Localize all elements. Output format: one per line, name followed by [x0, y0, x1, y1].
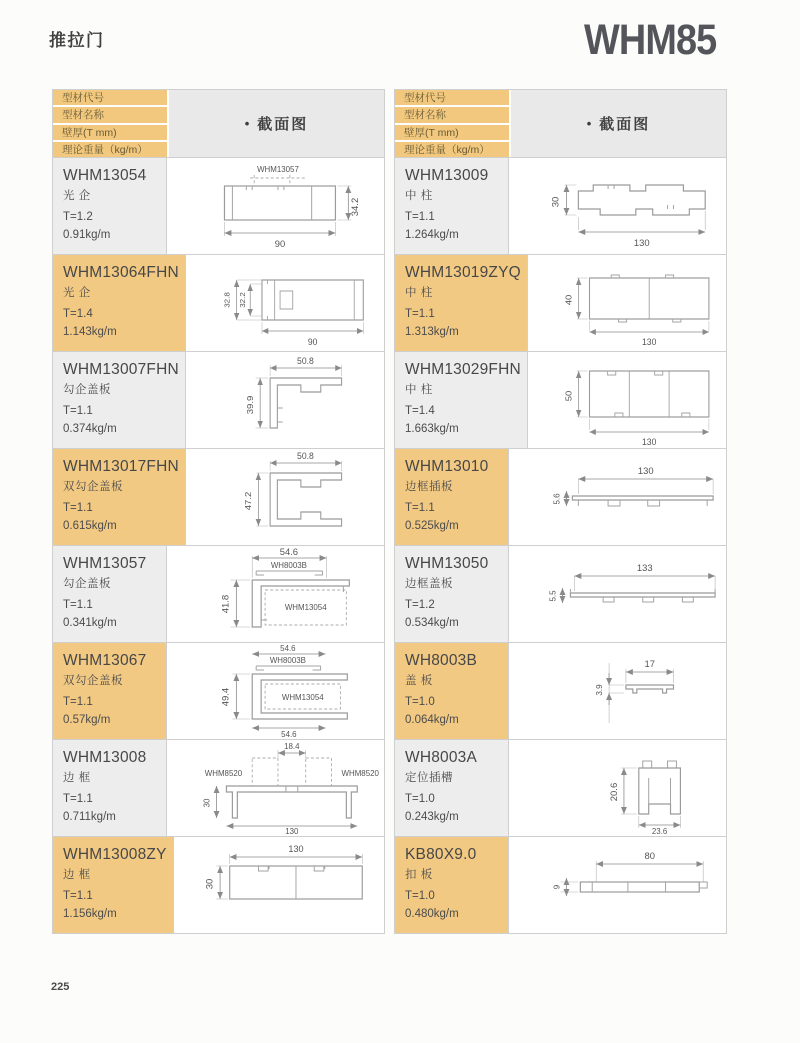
table-row: [53, 545, 384, 642]
profile-thickness: T=1.1: [405, 211, 435, 224]
profile-name: 光 企: [63, 287, 91, 299]
table-header: [53, 90, 384, 157]
table-row: [53, 836, 384, 933]
profile-code: WHM13067: [63, 652, 147, 669]
profile-thickness: T=1.1: [63, 599, 93, 612]
profile-diagram-cell: [186, 449, 384, 545]
profile-info-cell: [395, 643, 509, 739]
table-row: [53, 157, 384, 254]
profile-diagram-cell: [509, 158, 726, 254]
profile-diagram-cell: [167, 546, 384, 642]
table-row: [395, 254, 726, 351]
profile-spec: [63, 597, 117, 633]
dimension-label: 23.6: [651, 826, 668, 836]
dimension-label: 54.6: [281, 729, 297, 739]
cross-section-diagram: [186, 352, 384, 448]
table-row: [53, 642, 384, 739]
profile-thickness: T=1.1: [63, 405, 93, 418]
profile-name: 盖 板: [405, 675, 433, 687]
header-label-thickness: 壁厚(T mm): [395, 125, 509, 140]
table-row: [395, 157, 726, 254]
dimension-label: 17: [644, 658, 655, 671]
profile-thickness: T=1.0: [405, 696, 435, 709]
profile-thickness: T=1.1: [63, 696, 93, 709]
profile-weight: 1.264kg/m: [405, 229, 459, 242]
cross-section-diagram: [167, 643, 384, 739]
profile-thickness: T=1.1: [405, 308, 435, 321]
table-row: [395, 351, 726, 448]
cross-section-diagram: [186, 255, 384, 351]
profile-code: WH8003A: [405, 749, 478, 766]
page-title: 推拉门: [49, 31, 105, 50]
profile-info-cell: [53, 740, 167, 836]
table-row: [395, 739, 726, 836]
profile-weight: 0.525kg/m: [405, 520, 459, 533]
header-section-label: 截面图: [599, 116, 651, 133]
profile-spec: [405, 306, 459, 342]
profile-info-cell: [53, 449, 186, 545]
profile-name: 边 框: [63, 869, 91, 881]
cross-section-diagram: [174, 837, 384, 933]
profile-weight: 0.91kg/m: [63, 229, 111, 242]
dimension-label: 5.6: [552, 493, 562, 505]
profile-name: 中 柱: [405, 384, 433, 396]
profile-table-right: [394, 89, 727, 934]
cross-section-diagram: [509, 449, 726, 545]
dimension-label: 5.5: [548, 590, 558, 602]
dimension-label: 47.2: [243, 491, 253, 511]
profile-weight: 1.143kg/m: [63, 326, 117, 339]
profile-name: 中 柱: [405, 287, 433, 299]
profile-code: WHM13008ZY: [63, 846, 167, 863]
profile-weight: 0.243kg/m: [405, 811, 459, 824]
cross-section-diagram: [167, 740, 384, 836]
reference-label: WH8003B: [269, 655, 306, 666]
profile-weight: 0.57kg/m: [63, 714, 111, 727]
profile-code: WHM13009: [405, 167, 489, 184]
reference-label: WHM8520: [204, 768, 243, 779]
profile-thickness: T=1.1: [63, 502, 93, 515]
header-label-thickness: 壁厚(T mm): [53, 125, 167, 140]
header-label-weight: 理论重量（kg/m）: [53, 142, 167, 157]
profile-spec: [63, 888, 117, 924]
dimension-label: 130: [288, 843, 304, 855]
profile-name: 边框盖板: [405, 578, 453, 590]
header-label-name: 型材名称: [53, 107, 167, 122]
profile-spec: [63, 500, 117, 536]
profile-spec: [405, 597, 459, 633]
dimension-label: 41.8: [220, 594, 232, 614]
reference-label: WHM13054: [284, 602, 327, 613]
profile-diagram-cell: [509, 643, 726, 739]
series-title: WHM85: [583, 16, 716, 64]
profile-weight: 1.313kg/m: [405, 326, 459, 339]
cross-section-diagram: [528, 352, 726, 448]
profile-thickness: T=1.0: [405, 890, 435, 903]
dimension-label: 32.8: [222, 292, 232, 308]
table-row: [53, 448, 384, 545]
profile-diagram-cell: [167, 643, 384, 739]
profile-spec: [63, 694, 110, 730]
profile-diagram-cell: [509, 449, 726, 545]
profile-table-left: [52, 89, 385, 934]
profile-info-cell: [395, 837, 509, 933]
profile-spec: [63, 403, 117, 439]
dimension-label: 90: [307, 336, 318, 348]
profile-diagram-cell: [509, 546, 726, 642]
profile-diagram-cell: [528, 352, 726, 448]
profile-code: WHM13050: [405, 555, 489, 572]
profile-spec: [63, 306, 117, 342]
profile-name: 双勾企盖板: [63, 481, 123, 493]
profile-spec: [405, 694, 459, 730]
profile-code: WHM13010: [405, 458, 489, 475]
profile-weight: 1.663kg/m: [405, 423, 459, 436]
profile-name: 双勾企盖板: [63, 675, 123, 687]
profile-info-cell: [395, 449, 509, 545]
header-labels: [53, 90, 167, 157]
profile-name: 光 企: [63, 190, 91, 202]
profile-info-cell: [395, 352, 528, 448]
profile-spec: [405, 403, 459, 439]
table-row: [395, 448, 726, 545]
profile-weight: 0.064kg/m: [405, 714, 459, 727]
profile-diagram-cell: [509, 740, 726, 836]
dimension-label: 50.8: [296, 355, 314, 367]
profile-name: 中 柱: [405, 190, 433, 202]
profile-name: 扣 板: [405, 869, 433, 881]
profile-info-cell: [395, 255, 528, 351]
dimension-label: 54.6: [279, 546, 299, 559]
profile-diagram-cell: [186, 352, 384, 448]
profile-name: 边 框: [63, 772, 91, 784]
dimension-label: 130: [641, 436, 657, 448]
dimension-label: 20.6: [609, 782, 620, 802]
profile-spec: [405, 500, 459, 536]
table-row: [395, 836, 726, 933]
dimension-label: 3.9: [595, 684, 605, 696]
cross-section-diagram: [167, 546, 384, 642]
dimension-label: 18.4: [284, 741, 300, 752]
header-label-code: 型材代号: [53, 90, 167, 105]
profile-code: WHM13007FHN: [63, 361, 179, 378]
profile-diagram-cell: [167, 740, 384, 836]
header-label-weight: 理论重量（kg/m）: [395, 142, 509, 157]
profile-info-cell: [395, 740, 509, 836]
profile-info-cell: [395, 546, 509, 642]
profile-diagram-cell: [174, 837, 384, 933]
cross-section-diagram: [167, 158, 384, 254]
table-body: [53, 157, 384, 933]
profile-info-cell: [53, 546, 167, 642]
profile-weight: 0.374kg/m: [63, 423, 117, 436]
cross-section-diagram: [186, 449, 384, 545]
profile-thickness: T=1.4: [405, 405, 435, 418]
profile-weight: 0.615kg/m: [63, 520, 117, 533]
profile-name: 勾企盖板: [63, 384, 111, 396]
table-row: [395, 642, 726, 739]
dimension-label: 39.9: [245, 395, 255, 415]
table-row: [53, 351, 384, 448]
profile-spec: [405, 209, 459, 245]
header-label-code: 型材代号: [395, 90, 509, 105]
cross-section-diagram: [509, 158, 726, 254]
cross-section-diagram: [509, 546, 726, 642]
dimension-label: WHM13057: [257, 164, 299, 175]
bullet-icon: •: [586, 116, 592, 131]
bullet-icon: •: [244, 116, 250, 131]
reference-label: WHM8520: [341, 768, 379, 779]
dimension-label: 32.2: [238, 292, 247, 308]
profile-info-cell: [53, 158, 167, 254]
profile-info-cell: [53, 837, 174, 933]
header-labels: [395, 90, 509, 157]
profile-info-cell: [53, 352, 186, 448]
dimension-label: 30: [550, 196, 562, 208]
profile-spec: [63, 791, 116, 827]
profile-spec: [63, 209, 110, 245]
cross-section-diagram: [509, 643, 726, 739]
profile-diagram-cell: [528, 255, 726, 351]
dimension-label: 80: [644, 850, 655, 863]
profile-weight: 0.341kg/m: [63, 617, 117, 630]
page-number: 225: [51, 981, 70, 993]
profile-name: 边框插板: [405, 481, 453, 493]
profile-info-cell: [53, 643, 167, 739]
reference-label: WH8003B: [270, 560, 307, 571]
dimension-label: 50: [563, 390, 574, 402]
dimension-label: 54.6: [280, 643, 296, 654]
dimension-label: 130: [285, 826, 299, 836]
profile-name: 勾企盖板: [63, 578, 111, 590]
dimension-label: 34.2: [350, 197, 362, 217]
profile-code: WHM13064FHN: [63, 264, 179, 281]
profile-weight: 0.534kg/m: [405, 617, 459, 630]
profile-thickness: T=1.1: [405, 502, 435, 515]
dimension-label: 130: [641, 336, 657, 348]
header-section-label: 截面图: [257, 116, 309, 133]
profile-thickness: T=1.1: [63, 793, 93, 806]
header-label-name: 型材名称: [395, 107, 509, 122]
profile-diagram-cell: [167, 158, 384, 254]
cross-section-diagram: [509, 740, 726, 836]
profile-code: WHM13054: [63, 167, 147, 184]
dimension-label: 133: [636, 562, 653, 575]
profile-weight: 1.156kg/m: [63, 908, 117, 921]
profile-code: WHM13019ZYQ: [405, 264, 521, 281]
dimension-label: 49.4: [220, 687, 232, 707]
profile-diagram-cell: [186, 255, 384, 351]
profile-spec: [405, 791, 459, 827]
dimension-label: 30: [202, 798, 212, 808]
dimension-label: 90: [274, 238, 286, 251]
profile-spec: [405, 888, 459, 924]
profile-thickness: T=1.2: [405, 599, 435, 612]
dimension-label: 9: [552, 884, 562, 890]
table-body: [395, 157, 726, 933]
header-section-cell: [167, 90, 384, 157]
profile-info-cell: [395, 158, 509, 254]
profile-thickness: T=1.2: [63, 211, 93, 224]
dimension-label: 30: [204, 878, 215, 890]
profile-code: WHM13057: [63, 555, 147, 572]
profile-name: 定位插槽: [405, 772, 453, 784]
header-section-cell: [509, 90, 726, 157]
profile-code: WHM13008: [63, 749, 147, 766]
table-row: [53, 739, 384, 836]
profile-code: WHM13017FHN: [63, 458, 179, 475]
table-row: [395, 545, 726, 642]
profile-info-cell: [53, 255, 186, 351]
dimension-label: 50.8: [296, 450, 314, 462]
dimension-label: 130: [633, 237, 650, 250]
profile-weight: 0.711kg/m: [63, 811, 116, 824]
table-row: [53, 254, 384, 351]
reference-label: WHM13054: [281, 692, 324, 703]
profile-diagram-cell: [509, 837, 726, 933]
profile-code: WHM13029FHN: [405, 361, 521, 378]
cross-section-diagram: [528, 255, 726, 351]
profile-code: WH8003B: [405, 652, 478, 669]
profile-weight: 0.480kg/m: [405, 908, 459, 921]
dimension-label: 40: [563, 294, 574, 306]
profile-thickness: T=1.4: [63, 308, 93, 321]
table-header: [395, 90, 726, 157]
dimension-label: 130: [637, 465, 654, 478]
profile-code: KB80X9.0: [405, 846, 477, 863]
profile-thickness: T=1.0: [405, 793, 435, 806]
cross-section-diagram: [509, 837, 726, 933]
profile-thickness: T=1.1: [63, 890, 93, 903]
